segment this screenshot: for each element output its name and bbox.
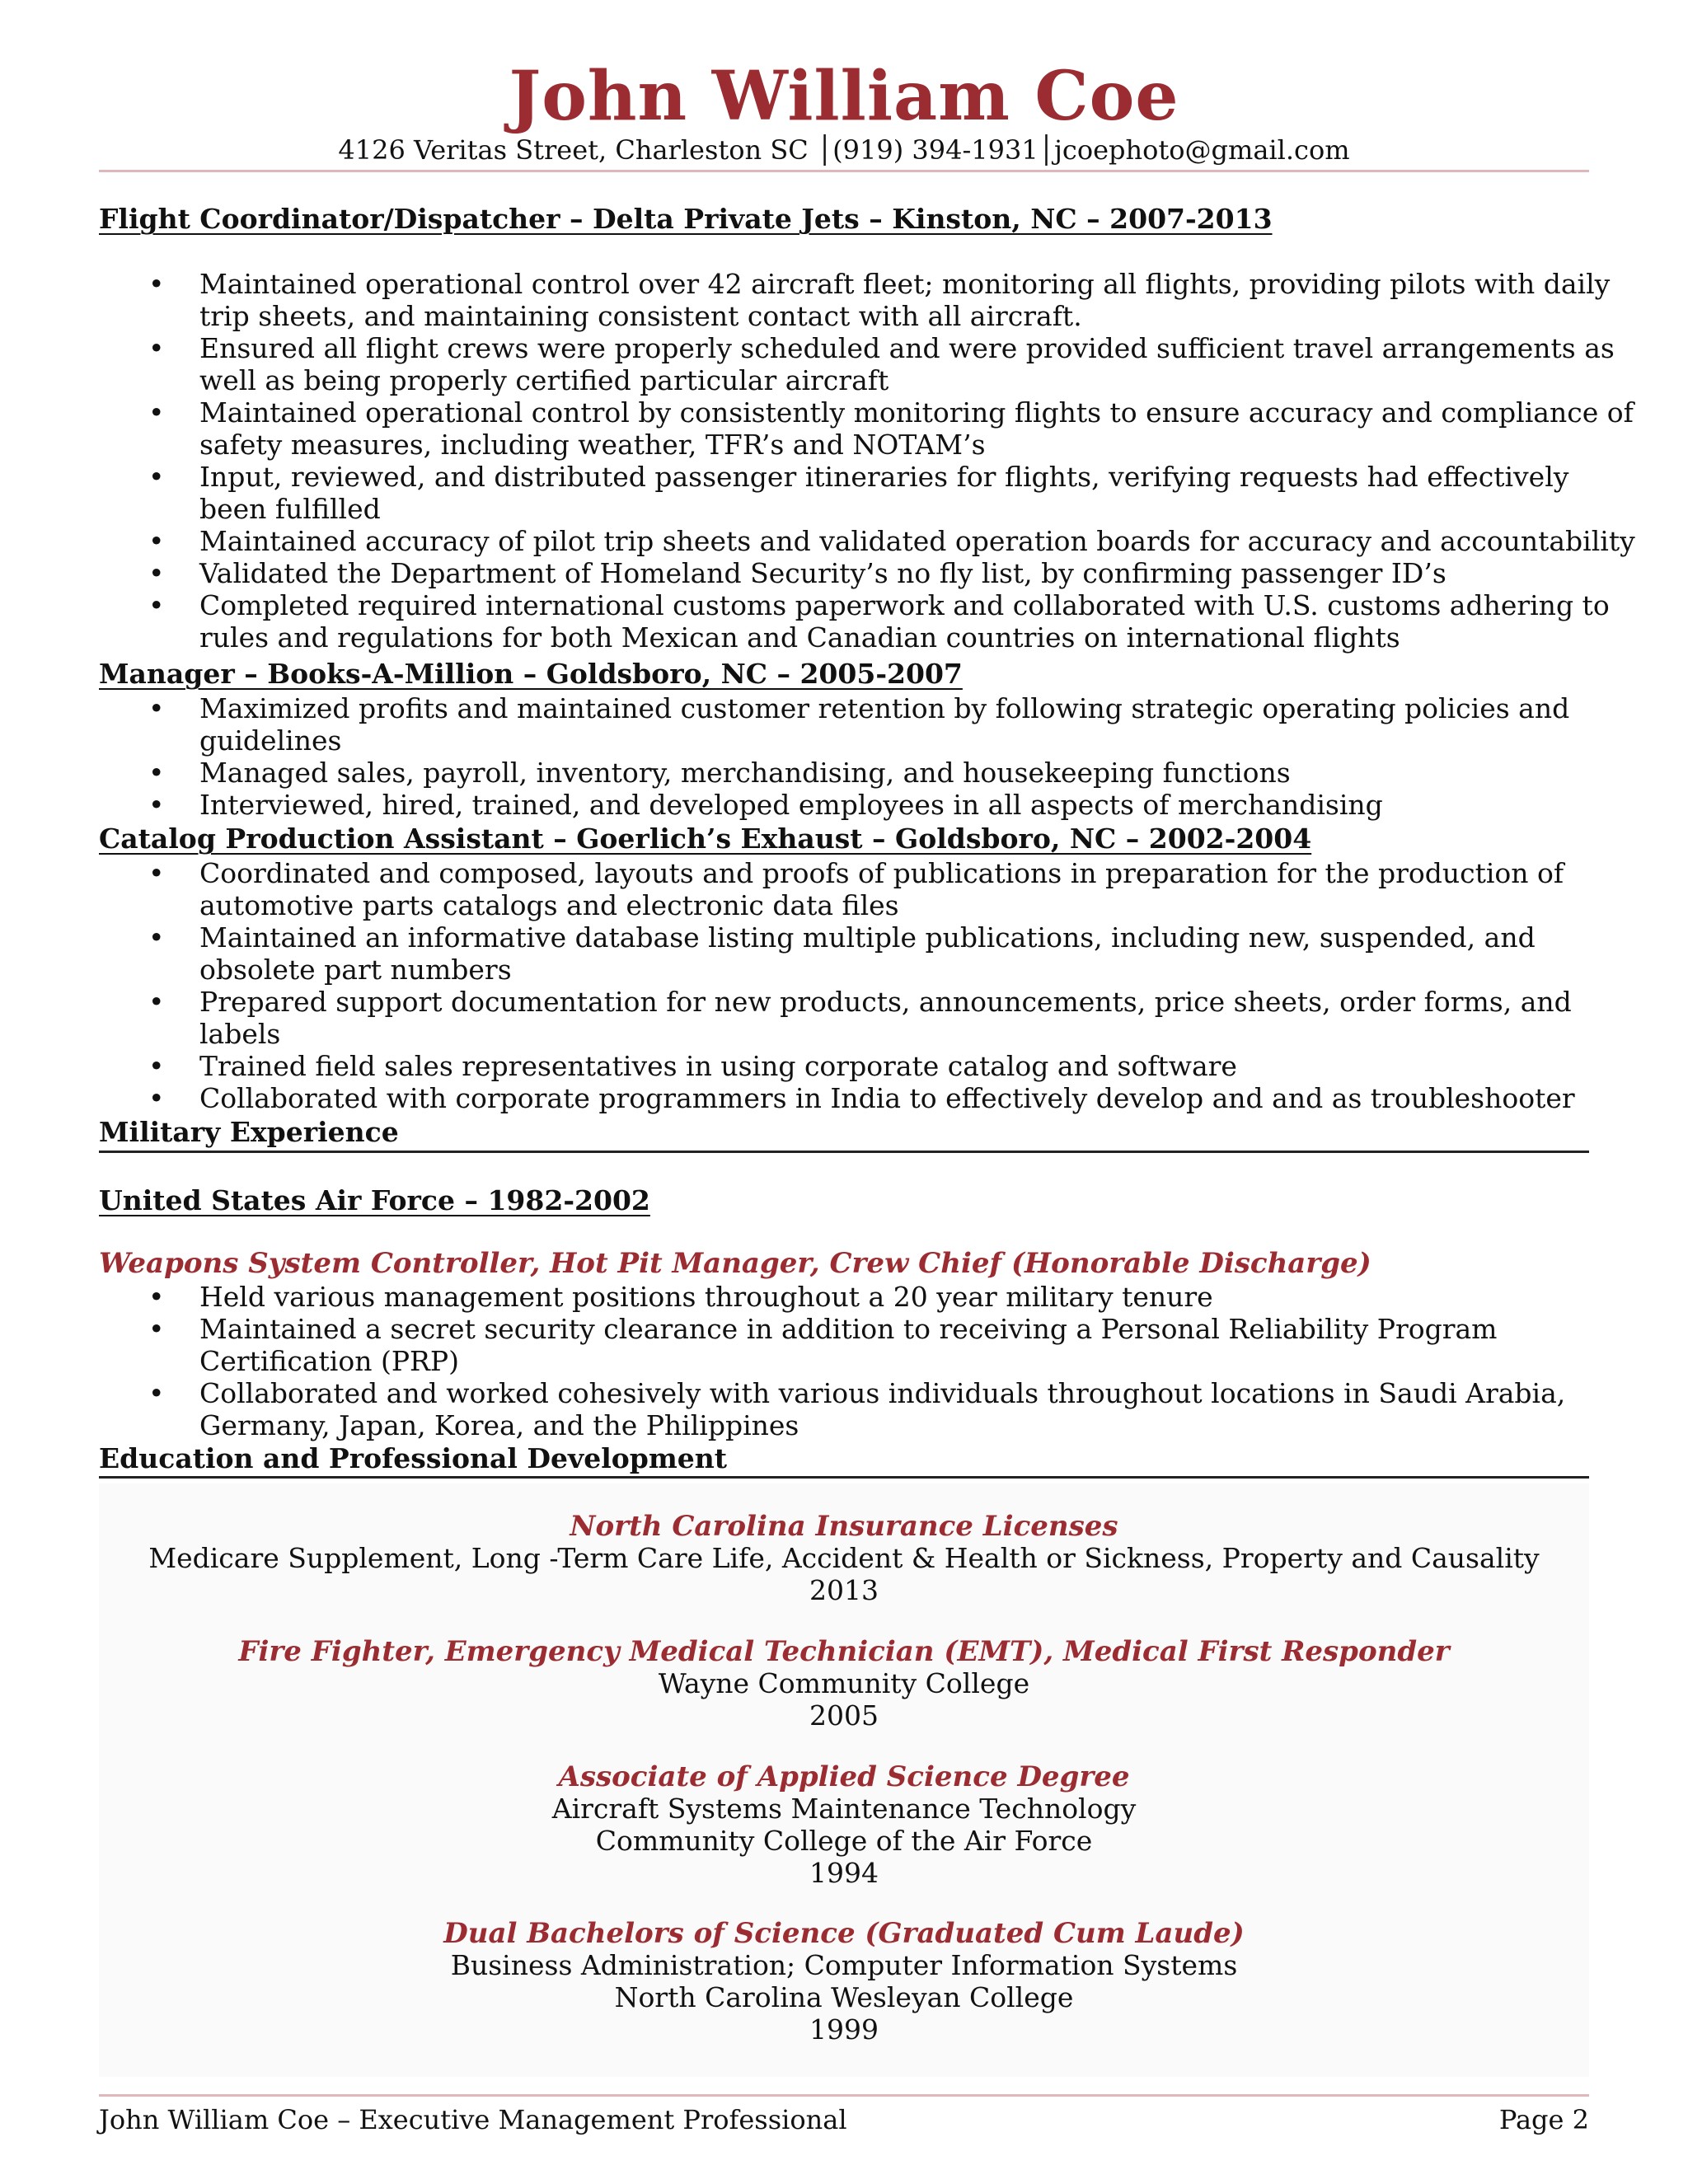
- list-item: • Ensured all flight crews were properly scheduled and were provided sufficient travel arrangements as well as being properly certified particular aircraft: [199, 332, 1642, 396]
- contact-line: 4126 Veritas Street, Charleston SC │(919) 394-1931│jcoephoto@gmail.com: [338, 134, 1350, 166]
- edu-detail: Wayne Community College: [658, 1667, 1030, 1699]
- edu-year: 1994: [809, 1857, 879, 1889]
- edu-year: 2005: [809, 1699, 879, 1732]
- list-item: • Collaborated and worked cohesively with various individuals throughout locations in Saudi Arabia, Germany, Japan, Korea, and the Philippines: [199, 1377, 1642, 1441]
- edu-year: 1999: [809, 2013, 879, 2046]
- list-item: • Maintained operational control over 42 aircraft fleet; monitoring all flights, providing pilots with daily trip sheets, and maintaining consistent contact with all aircraft.: [199, 268, 1642, 332]
- job-title-goerlich: Catalog Production Assistant – Goerlich’s Exhaust – Goldsboro, NC – 2002-2004: [99, 823, 1312, 855]
- list-item: • Maximized profits and maintained customer retention by following strategic operating policies and guidelines: [199, 692, 1642, 757]
- header-divider: [99, 170, 1589, 172]
- list-item: • Trained field sales representatives in using corporate catalog and software: [199, 1050, 1642, 1082]
- list-item: • Maintained operational control by consistently monitoring flights to ensure accuracy and compliance of safety measures, including weather, TFR’s and NOTAM’s: [199, 396, 1642, 461]
- list-item: • Collaborated with corporate programmers in India to effectively develop and and as troubleshooter: [199, 1082, 1642, 1114]
- military-bullets: [148, 1281, 1642, 1441]
- list-item: • Maintained accuracy of pilot trip sheets and validated operation boards for accuracy and accountability: [199, 525, 1642, 557]
- edu-title-insurance: North Carolina Insurance Licenses: [570, 1510, 1118, 1543]
- edu-detail: Business Administration; Computer Information Systems: [450, 1949, 1238, 1981]
- footer-divider: [99, 2094, 1589, 2097]
- list-item: • Input, reviewed, and distributed passenger itineraries for flights, verifying requests had effectively been fulfilled: [199, 461, 1642, 525]
- edu-title-associate: Associate of Applied Science Degree: [558, 1760, 1130, 1793]
- list-item: • Managed sales, payroll, inventory, merchandising, and housekeeping functions: [199, 757, 1642, 789]
- list-item: • Maintained an informative database listing multiple publications, including new, suspended, and obsolete part numbers: [199, 921, 1642, 986]
- job-title-bam: Manager – Books-A-Million – Goldsboro, NC – 2005-2007: [99, 658, 963, 690]
- military-divider: [99, 1151, 1589, 1153]
- job-bullets-goerlich: [148, 857, 1642, 1114]
- section-title-military: Military Experience: [99, 1116, 399, 1148]
- list-item: • Held various management positions throughout a 20 year military tenure: [199, 1281, 1642, 1313]
- job-bullets-delta: [148, 268, 1642, 654]
- edu-title-emt: Fire Fighter, Emergency Medical Technician (EMT), Medical First Responder: [238, 1635, 1450, 1668]
- list-item: • Validated the Department of Homeland Security’s no fly list, by confirming passenger ID’s: [199, 557, 1642, 589]
- section-title-education: Education and Professional Development: [99, 1442, 727, 1474]
- page-number: Page 2: [1498, 2104, 1589, 2135]
- list-item: • Completed required international customs paperwork and collaborated with U.S. customs adhering to rules and regulations for both Mexican and Canadian countries on international flights: [199, 589, 1642, 654]
- military-role: Weapons System Controller, Hot Pit Manager, Crew Chief (Honorable Discharge): [99, 1247, 1372, 1280]
- job-bullets-bam: [148, 692, 1642, 821]
- job-title-delta: Flight Coordinator/Dispatcher – Delta Private Jets – Kinston, NC – 2007-2013: [99, 203, 1273, 235]
- military-unit: United States Air Force – 1982-2002: [99, 1184, 650, 1216]
- edu-detail: Community College of the Air Force: [595, 1825, 1093, 1857]
- footer-text: John William Coe – Executive Management Professional: [99, 2104, 847, 2135]
- edu-detail: North Carolina Wesleyan College: [614, 1981, 1074, 2013]
- edu-detail: Aircraft Systems Maintenance Technology: [551, 1793, 1137, 1825]
- edu-year: 2013: [809, 1574, 879, 1606]
- education-divider: [99, 1476, 1589, 1479]
- list-item: • Maintained a secret security clearance in addition to receiving a Personal Reliability Program Certification (PRP): [199, 1313, 1642, 1377]
- list-item: • Prepared support documentation for new products, announcements, price sheets, order forms, and labels: [199, 986, 1642, 1050]
- candidate-name: John William Coe: [509, 57, 1179, 136]
- list-item: • Interviewed, hired, trained, and developed employees in all aspects of merchandising: [199, 789, 1642, 821]
- list-item: • Coordinated and composed, layouts and proofs of publications in preparation for the production of automotive parts catalogs and electronic data files: [199, 857, 1642, 921]
- edu-title-bachelors: Dual Bachelors of Science (Graduated Cum Laude): [443, 1917, 1245, 1950]
- edu-detail: Medicare Supplement, Long -Term Care Life, Accident & Health or Sickness, Property and Causality: [148, 1542, 1540, 1574]
